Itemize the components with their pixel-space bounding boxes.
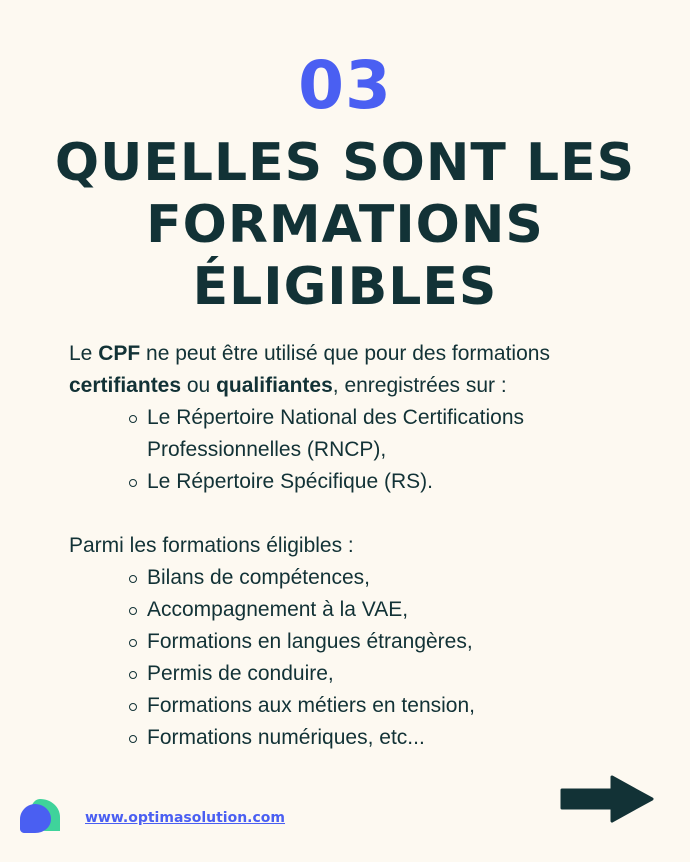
intro-text: , enregistrées sur :: [332, 374, 507, 397]
chat-bubble-logo-icon: [18, 797, 62, 837]
intro-paragraph: [69, 338, 629, 402]
intro-text: ne peut être utilisé que pour des formations: [140, 342, 550, 365]
list-item: Formations numériques, etc...: [147, 722, 629, 754]
title-line-2: FORMATIONS: [146, 195, 544, 255]
list-item: Le Répertoire National des Certifications Professionnelles (RNCP),: [147, 402, 629, 466]
list-item: Formations en langues étrangères,: [147, 626, 629, 658]
intro-text: Le: [69, 342, 99, 365]
arrow-right-icon[interactable]: [560, 775, 654, 823]
intro-bold-certifiantes: certifiantes: [69, 374, 182, 397]
intro-bold-qualifiantes: qualifiantes: [216, 374, 333, 397]
title-line-1: QUELLES SONT LES: [54, 133, 636, 193]
intro-text: ou: [181, 374, 217, 397]
list-item: Accompagnement à la VAE,: [147, 594, 629, 626]
registry-list: [69, 402, 629, 498]
slide-content: [69, 338, 629, 754]
list-item: Le Répertoire Spécifique (RS).: [147, 466, 629, 498]
list-item: Bilans de compétences,: [147, 562, 629, 594]
list-item: Permis de conduire,: [147, 658, 629, 690]
website-link[interactable]: www.optimasolution.com: [85, 810, 286, 826]
title-line-3: ÉLIGIBLES: [192, 257, 498, 317]
eligible-list: [69, 562, 629, 754]
list-item: Formations aux métiers en tension,: [147, 690, 629, 722]
eligible-heading: Parmi les formations éligibles :: [69, 534, 354, 557]
slide-number: 03: [298, 47, 392, 124]
slide-title: [0, 132, 690, 318]
intro-bold-cpf: CPF: [98, 342, 141, 365]
